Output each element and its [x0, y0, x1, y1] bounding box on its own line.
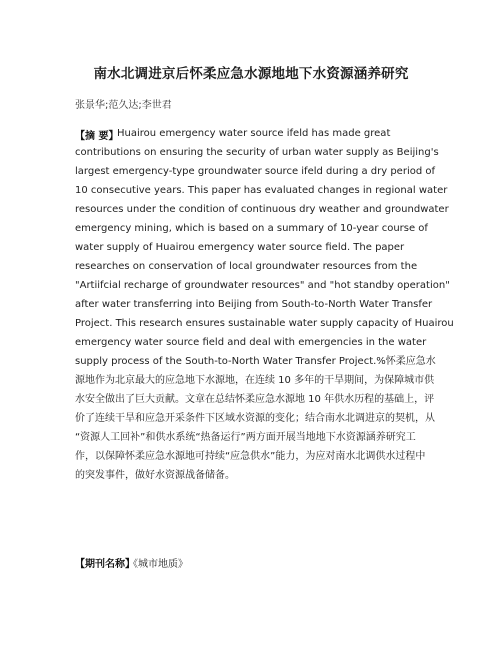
abstract-line: resources under the condition of continuous dry weather and groundwater [75, 204, 449, 215]
abstract-line: after water transferring into Beijing from South-to-North Water Transfer [75, 299, 433, 310]
abstract-line: 10 consecutive years. This paper has evaluated changes in regional water [75, 185, 448, 196]
abstract-line: contributions on ensuring the security of urban water supply as Beijing's [75, 147, 439, 158]
abstract-line: emergency mining, which is based on a summary of 10-year course of [75, 223, 428, 234]
authors: 张景华;范久达;李世君 [75, 100, 172, 111]
abstract-line: 的突发事件，做好水资源战备储备。 [75, 470, 235, 481]
abstract-line: "Artiifcial recharge of groundwater resources" and "hot standby operation" [75, 280, 450, 291]
abstract-line: “资源人工回补”和供水系统“热备运行”两方面开展当地地下水资源涵养研究工 [75, 432, 416, 443]
abstract-line: water supply of Huairou emergency water source field. The paper [75, 242, 405, 253]
journal-value: 《城市地质》 [128, 559, 188, 570]
abstract-line: Project. This research ensures sustainable water supply capacity of Huairou [75, 318, 454, 329]
abstract-line: researches on conservation of local groundwater resources from the [75, 261, 418, 272]
abstract-label: 【摘 要】 [75, 131, 119, 142]
abstract-line: emergency water source field and deal with emergencies in the water [75, 337, 427, 348]
abstract-line: supply process of the South-to-North Water Transfer Project.%怀柔应急水 [75, 356, 436, 367]
abstract-line: 作，以保障怀柔应急水源地可持续“应急供水”能力，为应对南水北调供水过程中 [75, 451, 426, 462]
abstract-line: largest emergency-type groundwater source ifeld during a dry period of [75, 166, 436, 177]
journal-label: 【期刊名称】 [75, 559, 135, 570]
page-title: 南水北调进京后怀柔应急水源地地下水资源涵养研究 [93, 66, 409, 82]
abstract-line: 价了连续干旱和应急开采条件下区域水资源的变化；结合南水北调进京的契机，从 [75, 413, 435, 424]
abstract-line: 水安全做出了巨大贡献。文章在总结怀柔应急水源地 10 年供水历程的基础上，评 [75, 394, 435, 405]
abstract-line: 源地作为北京最大的应急地下水源地，在连续 10 多年的干旱期间，为保障城市供 [75, 375, 435, 386]
abstract-line: Huairou emergency water source ifeld has made great [117, 128, 391, 139]
